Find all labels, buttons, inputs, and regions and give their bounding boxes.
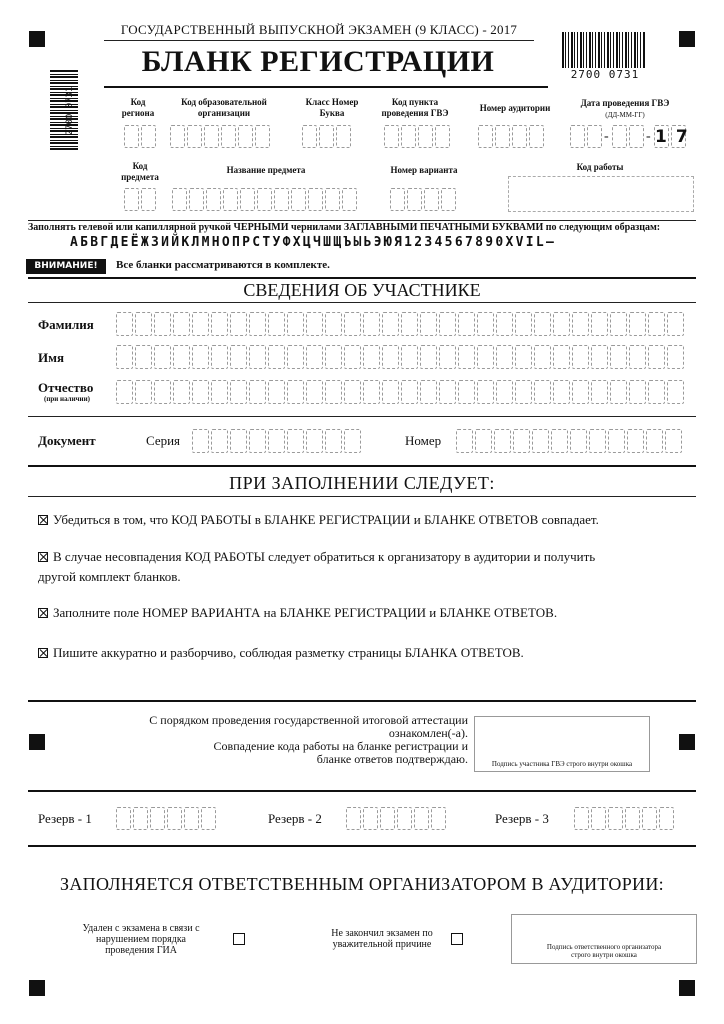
auditorium-label: Номер аудитории — [479, 103, 551, 113]
class-cells[interactable] — [302, 125, 351, 148]
point-code-label: Код пункта проведения ГВЭ — [381, 97, 449, 118]
reserve-2-cells[interactable] — [346, 807, 446, 830]
side-barcode-number: 2700 0731 — [65, 86, 75, 136]
variant-label: Номер варианта — [390, 165, 458, 175]
patronymic-label: Отчество — [38, 380, 94, 395]
name-cells[interactable] — [116, 345, 684, 369]
class-label: Класс Номер Буква — [305, 97, 359, 118]
removed-checkbox[interactable] — [233, 933, 245, 945]
page-title: БЛАНК РЕГИСТРАЦИИ — [141, 45, 495, 78]
rules-top-rule — [28, 465, 696, 467]
org-code-cells[interactable] — [170, 125, 270, 148]
organizer-signature-caption-2: строго внутри окошка — [571, 951, 637, 959]
organizer-section-title: ЗАПОЛНЯЕТСЯ ОТВЕТСТВЕННЫМ ОРГАНИЗАТОРОМ В АУДИТОРИИ: — [60, 874, 664, 894]
rule-item-2-text-b: другой комплект бланков. — [38, 569, 181, 584]
region-code-label: Код региона — [121, 97, 155, 118]
not-finished-text — [320, 928, 444, 950]
corner-marker-mid-right — [679, 734, 695, 750]
corner-marker-bottom-right — [679, 980, 695, 996]
variant-cells[interactable] — [390, 188, 456, 211]
subject-name-label: Название предмета — [226, 165, 306, 175]
agreement-top-rule — [28, 700, 696, 702]
exam-year-digit: 17 — [655, 127, 697, 147]
reserve-1-cells[interactable] — [116, 807, 216, 830]
not-finished-line-1: Не закончил экзамен по — [331, 928, 433, 939]
sample-instruction: Заполнять гелевой или капиллярной ручкой ЧЕРНЫМИ чернилами ЗАГЛАВНЫМИ ПЕЧАТНЫМИ БУКВАМИ по следующим образцам: — [28, 222, 661, 233]
exam-date-label: Дата проведения ГВЭ — [580, 98, 670, 108]
number-label: Номер — [405, 433, 442, 448]
attention-badge: ВНИМАНИЕ! — [26, 259, 106, 274]
surname-cells[interactable] — [116, 312, 684, 336]
participant-rule — [28, 277, 696, 279]
subject-code-label: Код предмета — [121, 161, 159, 182]
reserve-3-cells[interactable] — [574, 807, 674, 830]
rule-item-3 — [38, 603, 557, 623]
work-code-label: Код работы — [576, 162, 624, 172]
region-code-cells[interactable] — [124, 125, 156, 148]
point-code-cells[interactable] — [384, 125, 450, 148]
surname-label: Фамилия — [38, 317, 94, 332]
not-finished-line-2: уважительной причине — [332, 939, 432, 950]
header-underline — [104, 40, 534, 41]
removed-line-3: проведения ГИА — [105, 945, 177, 956]
removed-line-1: Удален с экзамена в связи с — [82, 923, 200, 934]
title-rule — [104, 86, 548, 88]
organizer-top-rule — [28, 845, 696, 847]
reserve-1-label: Резерв - 1 — [38, 811, 92, 826]
rules-title-rule — [28, 496, 696, 497]
agreement-line-2: ознакомлен(-а). — [388, 726, 468, 740]
agreement-line-1: С порядком проведения государственной итоговой аттестации — [149, 713, 468, 727]
sample-letters: АБВГДЕЁЖЗИЙКЛМНОПРСТУФХЦЧШЩЪЫЬЭЮЯ1234567890XVIL– — [70, 235, 557, 250]
organizer-signature-caption — [511, 943, 697, 959]
name-label: Имя — [38, 350, 64, 365]
checked-box-icon — [38, 515, 48, 525]
checked-box-icon — [38, 552, 48, 562]
patronymic-cells[interactable] — [116, 380, 684, 404]
agreement-line-4: бланке ответов подтверждаю. — [316, 752, 468, 766]
rule-item-4 — [38, 643, 524, 663]
rule-item-1-text: Убедиться в том, что КОД РАБОТЫ в БЛАНКЕ РЕГИСТРАЦИИ и БЛАНКЕ ОТВЕТОВ совпадает. — [53, 512, 599, 527]
work-code-box[interactable] — [508, 176, 694, 212]
document-label: Документ — [38, 433, 96, 448]
reserve-2-label: Резерв - 2 — [268, 811, 322, 826]
reserve-top-rule — [28, 790, 696, 792]
participant-signature-caption: Подпись участника ГВЭ строго внутри окошка — [491, 760, 633, 768]
corner-marker-mid-left — [29, 734, 45, 750]
rule-item-2-text-a: В случае несовпадения КОД РАБОТЫ следует обратиться к организатору в аудитории и получить — [53, 549, 596, 564]
reserve-3-label: Резерв - 3 — [495, 811, 549, 826]
subject-code-cells[interactable] — [124, 188, 156, 211]
corner-marker-bottom-left — [29, 980, 45, 996]
checked-box-icon — [38, 608, 48, 618]
patronymic-note: (при наличии) — [44, 395, 90, 403]
barcode-number: 2700 0731 — [570, 68, 640, 81]
rule-item-4-text: Пишите аккуратно и разборчиво, соблюдая разметку страницы БЛАНКА ОТВЕТОВ. — [53, 645, 524, 660]
checked-box-icon — [38, 648, 48, 658]
removed-text — [60, 923, 222, 956]
subject-name-cells[interactable] — [172, 188, 357, 211]
rule-item-2 — [38, 547, 688, 587]
participant-title-rule — [28, 302, 696, 303]
barcode — [562, 32, 646, 68]
number-cells[interactable] — [456, 429, 682, 453]
removed-line-2: нарушением порядка — [96, 934, 186, 945]
series-cells[interactable] — [192, 429, 361, 453]
agreement-line-3: Совпадение кода работы на бланке регистрации и — [213, 739, 468, 753]
series-label: Серия — [146, 433, 181, 448]
exam-date-format: (ДД-ММ-ГГ) — [605, 111, 645, 119]
rules-section-title: ПРИ ЗАПОЛНЕНИИ СЛЕДУЕТ: — [229, 473, 495, 493]
sample-top-rule — [28, 220, 696, 221]
document-top-rule — [28, 416, 696, 417]
rule-item-1 — [38, 510, 599, 530]
exam-date-cells[interactable]: - - 17 — [570, 125, 686, 148]
organizer-signature-caption-1: Подпись ответственного организатора — [546, 943, 662, 951]
attention-text: Все бланки рассматриваются в комплекте. — [116, 259, 330, 271]
exam-title: ГОСУДАРСТВЕННЫЙ ВЫПУСКНОЙ ЭКЗАМЕН (9 КЛАСС) - 2017 — [120, 22, 518, 37]
not-finished-checkbox[interactable] — [451, 933, 463, 945]
org-code-label: Код образовательной организации — [181, 97, 267, 118]
auditorium-cells[interactable] — [478, 125, 544, 148]
corner-marker-top-right — [679, 31, 695, 47]
participant-section-title: СВЕДЕНИЯ ОБ УЧАСТНИКЕ — [243, 280, 481, 300]
agreement-text — [90, 714, 468, 766]
rule-item-3-text: Заполните поле НОМЕР ВАРИАНТА на БЛАНКЕ РЕГИСТРАЦИИ и БЛАНКЕ ОТВЕТОВ. — [53, 605, 558, 620]
corner-marker-top-left — [29, 31, 45, 47]
